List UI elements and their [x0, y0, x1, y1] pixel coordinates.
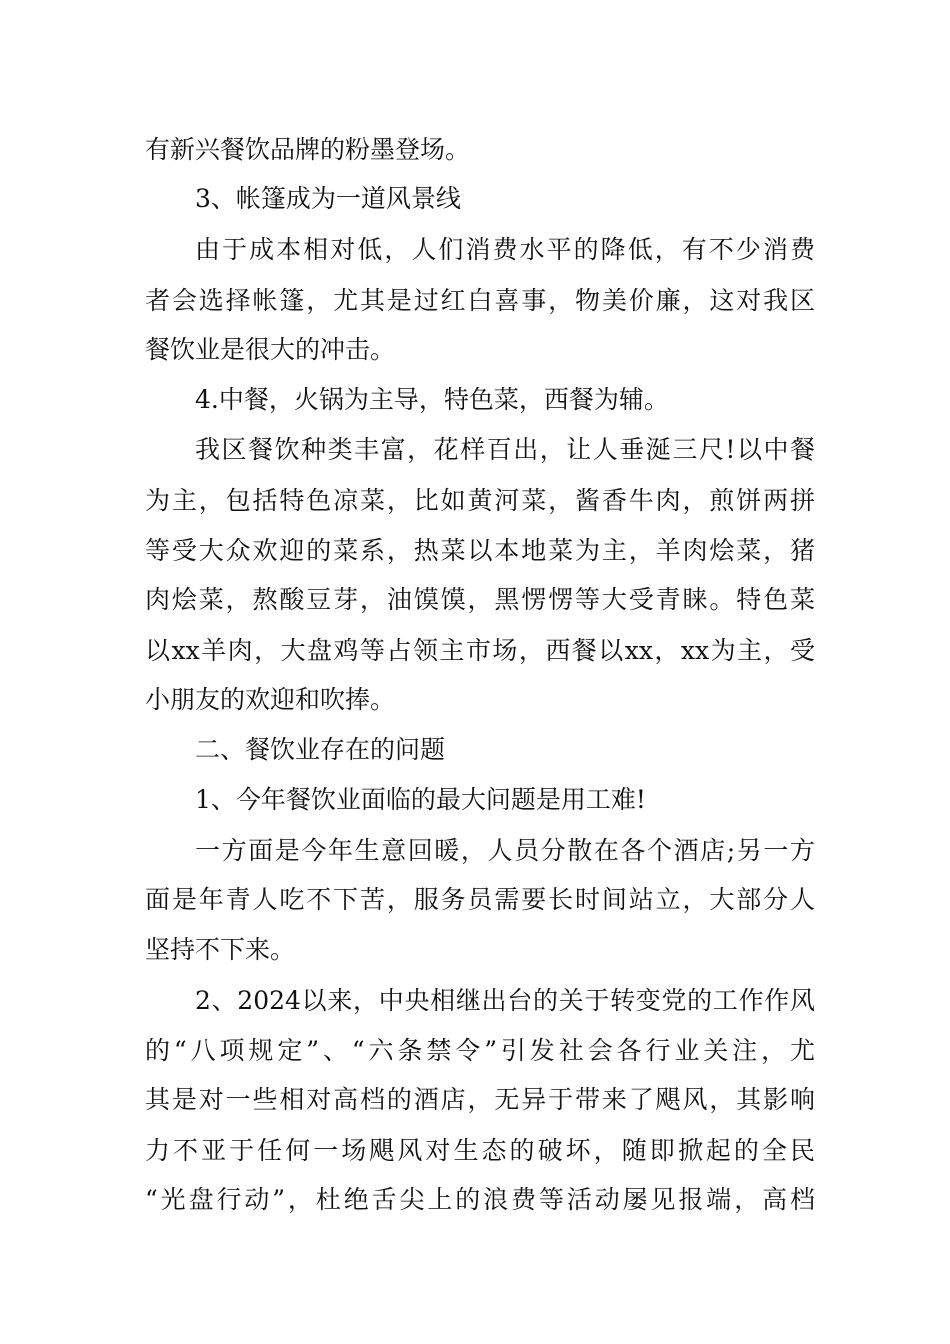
- text-line: 小朋友的欢迎和吹捧。: [145, 685, 396, 714]
- text-line: 以xx羊肉，大盘鸡等占领主市场，西餐以xx，xx为主，受: [145, 636, 815, 665]
- heading-line: 3、帐篷成为一道风景线: [195, 184, 461, 213]
- heading-line: 1、今年餐饮业面临的最大问题是用工难!: [195, 785, 646, 814]
- text-line: 坚持不下来。: [145, 935, 296, 964]
- text-line: 为主，包括特色凉菜，比如黄河菜，酱香牛肉，煎饼两拼: [145, 486, 815, 515]
- text-line: 者会选择帐篷，尤其是过红白喜事，物美价廉，这对我区: [145, 286, 815, 315]
- text-line: 有新兴餐饮品牌的粉墨登场。: [145, 135, 471, 164]
- text-line: 的“八项规定”、“六条禁令”引发社会各行业关注，尤: [145, 1036, 815, 1065]
- text-line: 由于成本相对低，人们消费水平的降低，有不少消费: [195, 235, 815, 264]
- text-line: 2、2024以来，中央相继出台的关于转变党的工作作风: [195, 986, 815, 1015]
- text-line: “光盘行动”，杜绝舌尖上的浪费等活动屡见报端，高档: [145, 1185, 815, 1214]
- text-line: 肉烩菜，熬酸豆芽，油馍馍，黑愣愣等大受青睐。特色菜: [145, 585, 815, 614]
- text-line: 我区餐饮种类丰富，花样百出，让人垂涎三尺!以中餐: [195, 435, 815, 464]
- heading-line: 4.中餐，火锅为主导，特色菜，西餐为辅。: [195, 385, 669, 414]
- text-line: 面是年青人吃不下苦，服务员需要长时间站立，大部分人: [145, 885, 815, 914]
- text-line: 力不亚于任何一场飓风对生态的破坏，随即掀起的全民: [145, 1136, 815, 1165]
- text-line: 一方面是今年生意回暖，人员分散在各个酒店;另一方: [195, 836, 815, 865]
- section-heading: 二、餐饮业存在的问题: [195, 735, 446, 764]
- text-line: 其是对一些相对高档的酒店，无异于带来了飓风，其影响: [145, 1085, 815, 1114]
- text-line: 等受大众欢迎的菜系，热菜以本地菜为主，羊肉烩菜，猪: [145, 536, 815, 565]
- text-line: 餐饮业是很大的冲击。: [145, 335, 396, 364]
